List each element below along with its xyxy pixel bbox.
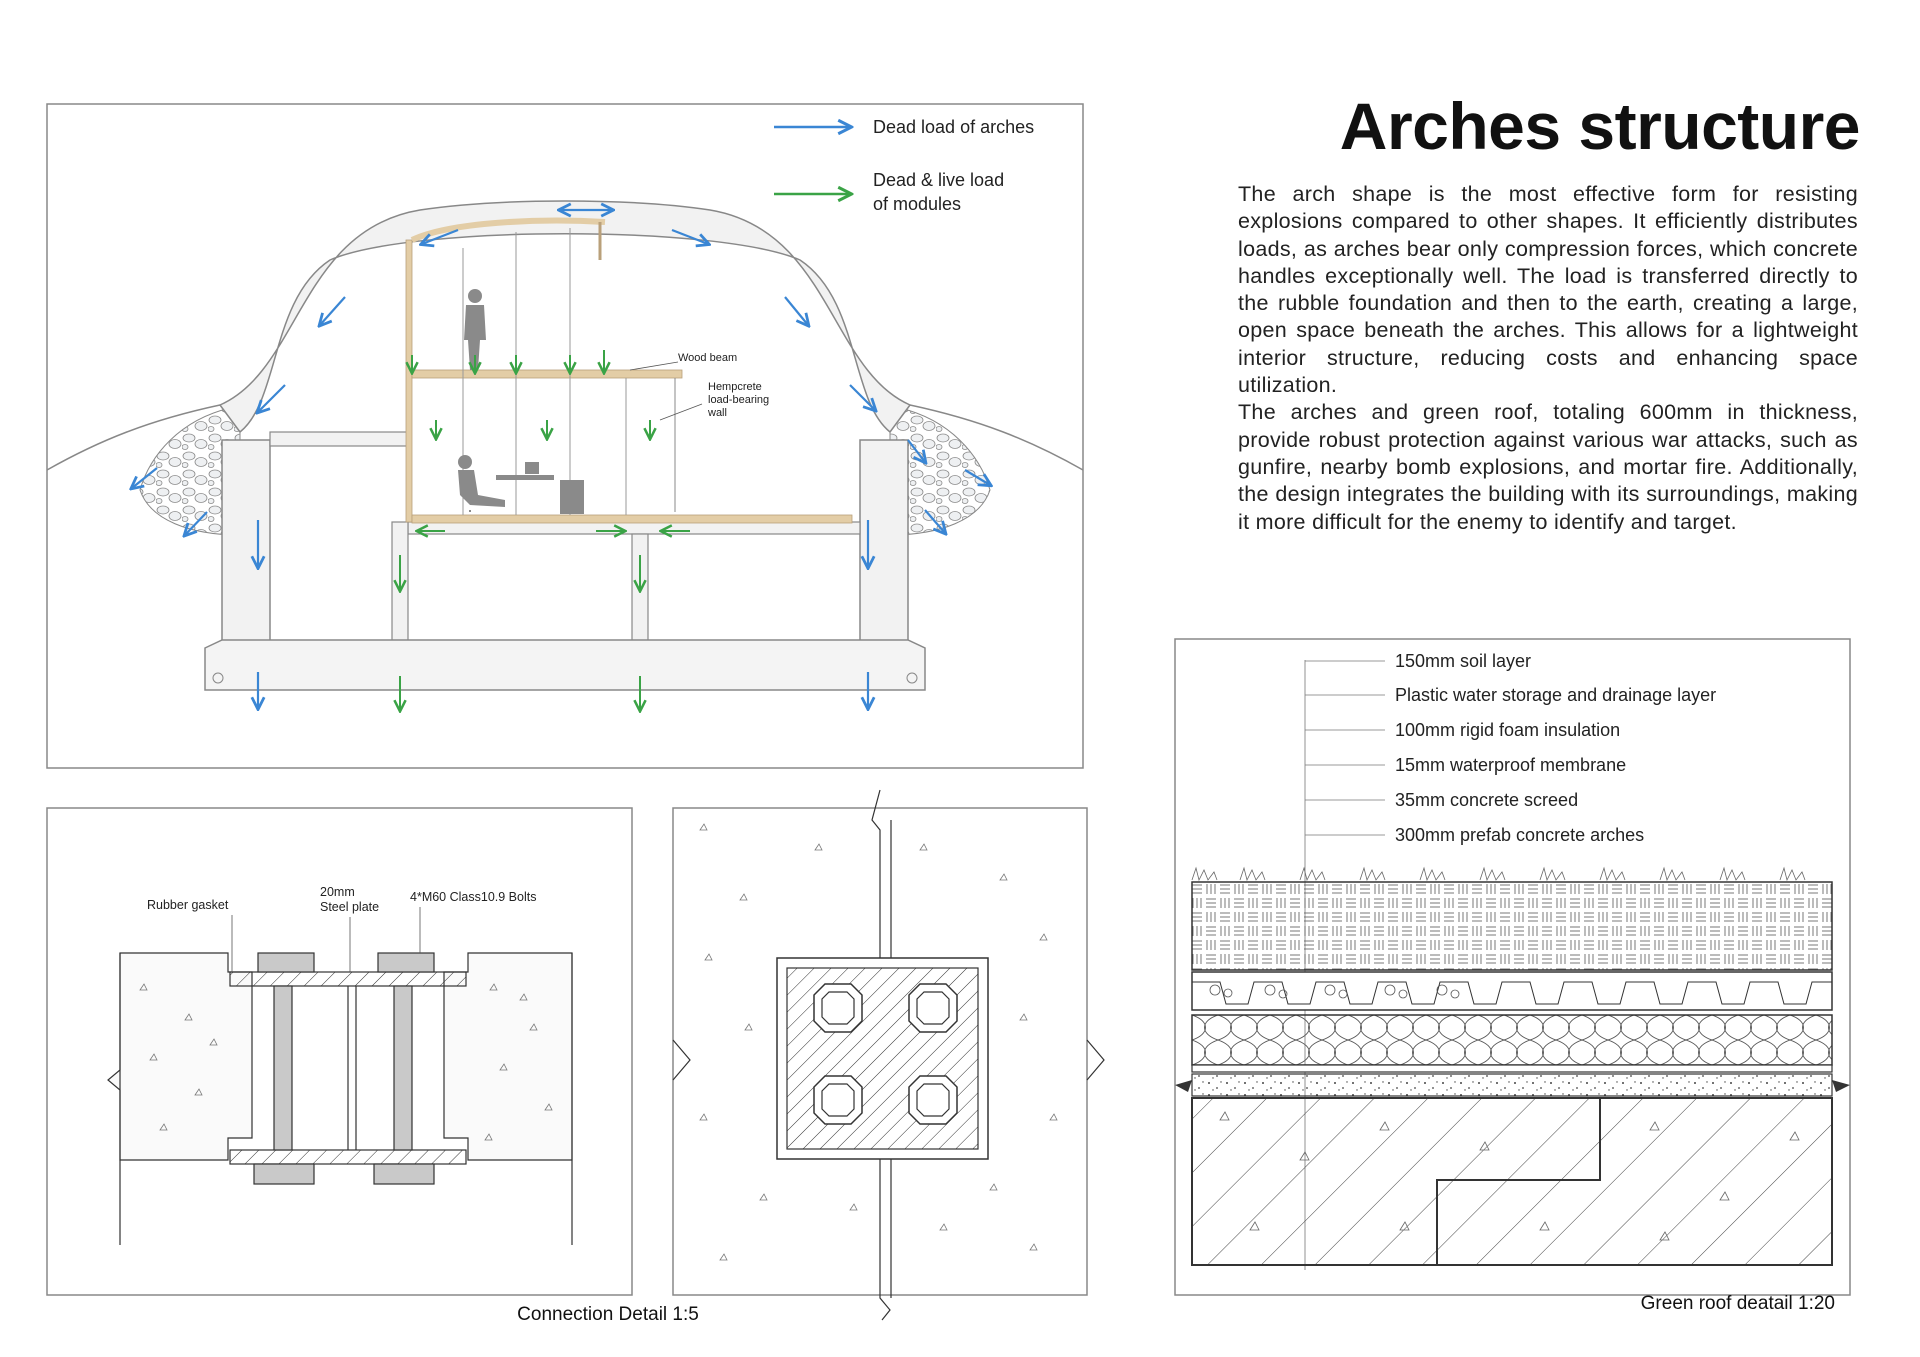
waterproof-membrane: [1192, 1065, 1832, 1072]
description-paragraph-2: The arches and green roof, totaling 600mm in thickness, provide robust protection against various war attacks, such as gunfire, nearby bomb explosions, and mortar fire. Additionally, the design integrates the building with its surroundings, making it more difficult for the enemy to identify and target.: [1238, 400, 1858, 534]
dead-load-legend-label: Dead load of arches: [873, 117, 1035, 137]
page-title: Arches structure: [1339, 89, 1860, 163]
concrete-screed: [1192, 1074, 1832, 1096]
rubber-gasket-label: Rubber gasket: [147, 898, 229, 912]
layer-label-6: 300mm prefab concrete arches: [1395, 825, 1645, 845]
steel-plate-label-1: 20mm: [320, 885, 355, 899]
arch-section-drawing: [47, 104, 1083, 768]
bolts: [254, 953, 434, 1184]
green-roof-caption: Green roof deatail 1:20: [1640, 1293, 1835, 1314]
layer-label-5: 35mm concrete screed: [1395, 790, 1579, 810]
description-paragraph-1: The arch shape is the most effective form for resisting explosions compared to other shapes. It efficiently distributes loads, as arches bear only compression forces, which concrete handles exceptionally well. The load is transferred directly to the rubble foundation and then to the earth, creating a large, open space beneath the arches. This allows for a lightweight interior structure, reducing costs and enhancing space utilization.: [1238, 182, 1858, 398]
live-load-legend-label-2: of modules: [873, 194, 962, 214]
wood-beam-label: Wood beam: [678, 352, 738, 364]
soil-layer: [1192, 882, 1832, 970]
middle-floor-slab: [408, 522, 860, 534]
section-legend: [774, 117, 1034, 214]
green-roof-detail: [1175, 639, 1850, 1295]
foam-insulation-layer: [1192, 1015, 1832, 1065]
hempcrete-label-1: Hempcrete: [708, 381, 762, 393]
left-pier: [222, 440, 270, 660]
mezzanine-slab: [270, 432, 410, 446]
connection-detail-elevation: [47, 808, 632, 1295]
break-mark-right: [1832, 1080, 1850, 1092]
steel-plate-label-2: Steel plate: [320, 900, 380, 914]
seated-person-icon: [458, 455, 584, 514]
bolts-label: 4*M60 Class10.9 Bolts: [410, 890, 537, 904]
connection-detail-plan: [673, 790, 1104, 1320]
layer-label-1: 150mm soil layer: [1395, 651, 1532, 671]
grass-line: [1192, 868, 1805, 880]
layer-label-4: 15mm waterproof membrane: [1395, 755, 1627, 775]
wood-beam-leader: [630, 362, 678, 370]
live-load-legend-label-1: Dead & live load: [873, 170, 1005, 190]
hempcrete-label-2: load-bearing: [708, 394, 770, 406]
foundation: [205, 640, 925, 690]
layer-label-3: 100mm rigid foam insulation: [1395, 720, 1621, 740]
arch-shell: [220, 201, 910, 432]
layer-label-2: Plastic water storage and drainage layer: [1395, 685, 1717, 705]
prefab-concrete-arches: [1192, 1098, 1832, 1265]
break-mark-left: [1175, 1080, 1192, 1092]
hempcrete-label-3: wall: [708, 407, 727, 419]
hempcrete-leader: [660, 404, 702, 420]
connection-detail-caption: Connection Detail 1:5: [517, 1304, 699, 1325]
bottom-steel-plate: [230, 1150, 466, 1164]
top-steel-plate: [230, 972, 466, 986]
